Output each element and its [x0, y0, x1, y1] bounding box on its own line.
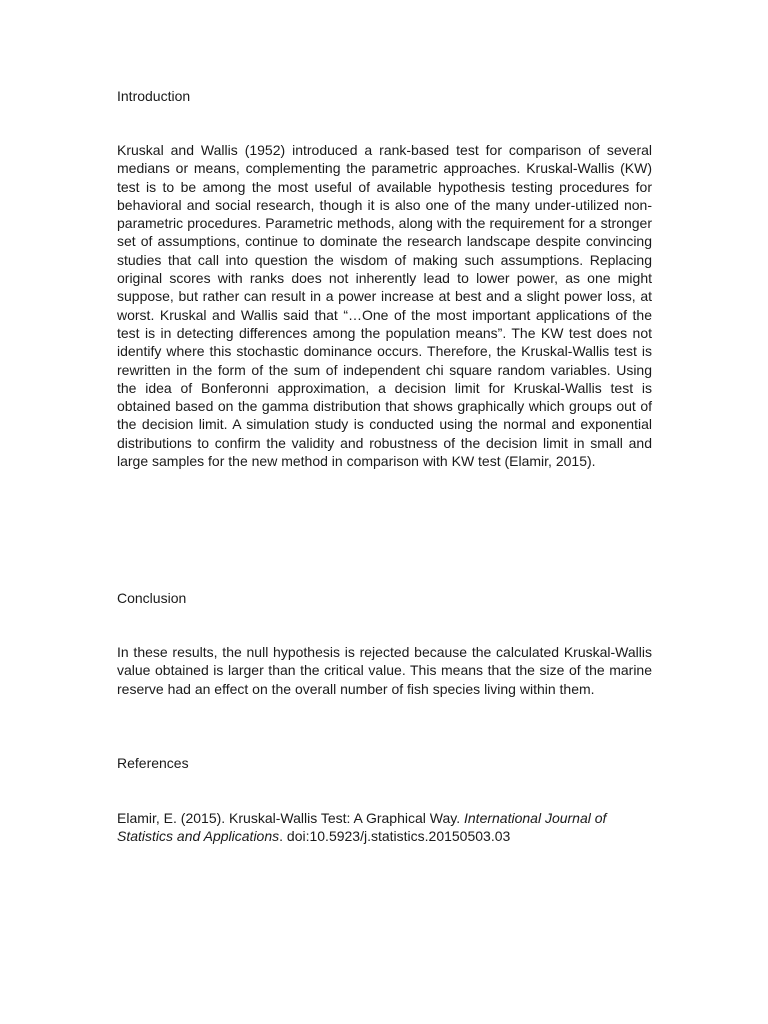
- reference-authors-title: Elamir, E. (2015). Kruskal-Wallis Test: A Graphical Way.: [117, 810, 464, 826]
- introduction-paragraph: Kruskal and Wallis (1952) introduced a rank-based test for comparison of several medians or means, complementing the parametric approaches. Kruskal-Wallis (KW) test is to be among the most useful of available hypothesis testing procedures for behavioral and social research, though it is also one of the many under-utilized non-parametric procedures. Parametric methods, along with the requirement for a stronger set of assumptions, continue to dominate the research landscape despite convincing studies that call into question the wisdom of making such assumptions. Replacing original scores with ranks does not inherently lead to lower power, as one might suppose, but rather can result in a power increase at best and a slight power loss, at worst. Kruskal and Wallis said that “…One of the most important applications of the test is in detecting differences among the population means”. The KW test does not identify where this stochastic dominance occurs. Therefore, the Kruskal-Wallis test is rewritten in the form of the sum of independent chi square random variables. Using the idea of Bonferonni approximation, a decision limit for Kruskal-Wallis test is obtained based on the gamma distribution that shows graphically which groups out of the decision limit. A simulation study is conducted using the normal and exponential distributions to confirm the validity and robustness of the decision limit in small and large samples for the new method in comparison with KW test (Elamir, 2015).: [117, 142, 652, 470]
- reference-journal: International Journal of Statistics and Applications: [117, 810, 607, 845]
- reference-doi: . doi:10.5923/j.statistics.20150503.03: [279, 828, 511, 845]
- references-heading: References: [117, 755, 189, 771]
- introduction-heading: Introduction: [117, 88, 191, 104]
- conclusion-heading: Conclusion: [117, 590, 187, 606]
- reference-entry: [117, 809, 652, 846]
- conclusion-paragraph: In these results, the null hypothesis is rejected because the calculated Kruskal-Wallis value obtained is larger than the critical value. This means that the size of the marine reserve had an effect on the overall number of fish species living within them.: [117, 644, 652, 697]
